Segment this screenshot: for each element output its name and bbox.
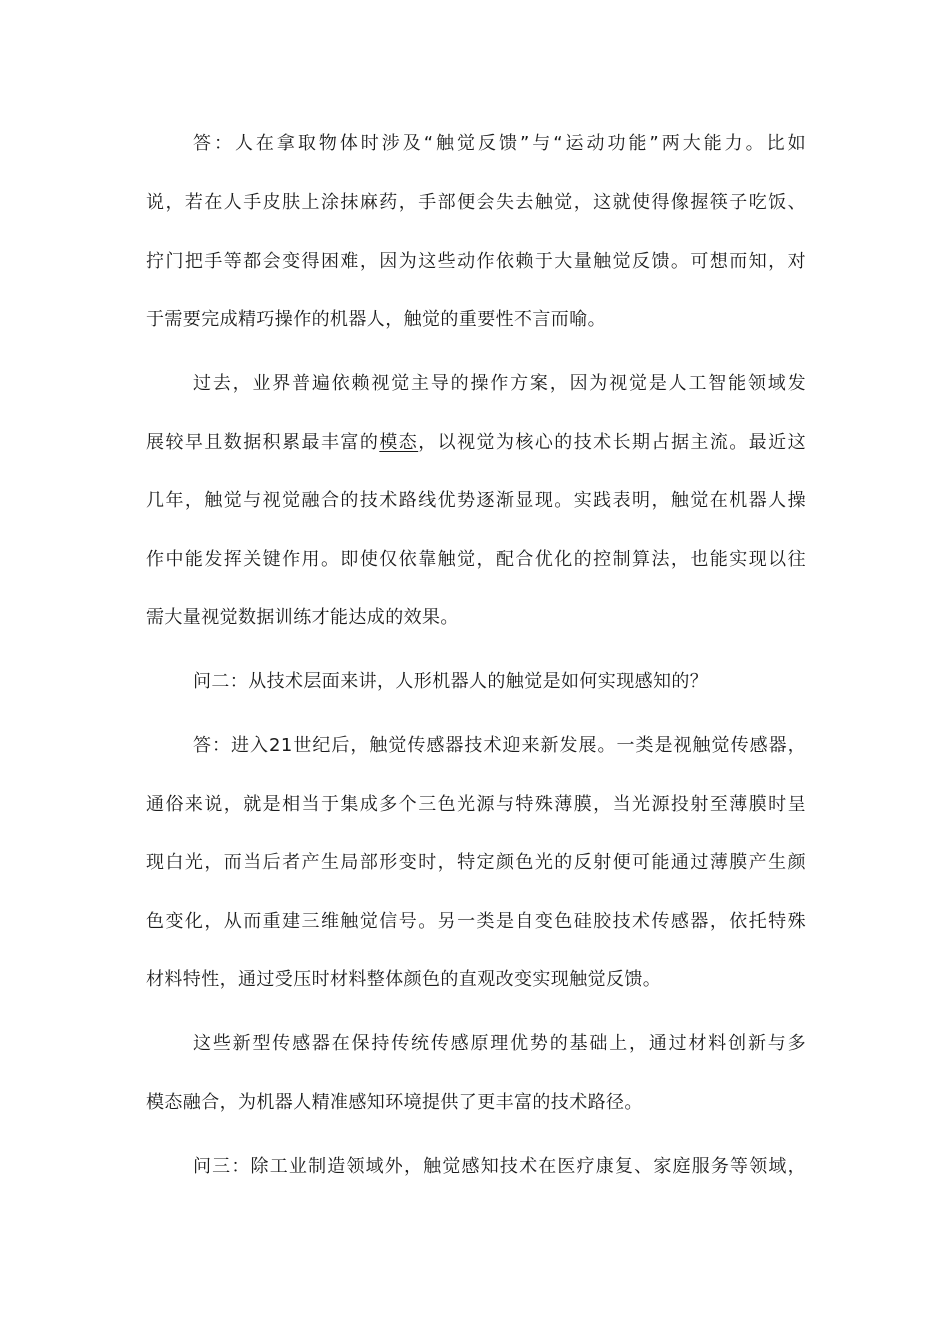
paragraph-line: 现白光，而当后者产生局部形变时，特定颜色光的反射便可能通过薄膜产生颜 xyxy=(146,852,806,873)
paragraph-line: 说，若在人手皮肤上涂抹麻药，手部便会失去触觉，这就使得像握筷子吃饭、 xyxy=(146,192,806,213)
paragraph-line: 答：进入21世纪后，触觉传感器技术迎来新发展。一类是视触觉传感器， xyxy=(193,735,806,756)
paragraph-line: 这些新型传感器在保持传统传感原理优势的基础上，通过材料创新与多 xyxy=(193,1033,806,1054)
text-segment: 展较早且数据积累最丰富的 xyxy=(146,432,380,453)
paragraph-line: 拧门把手等都会变得困难，因为这些动作依赖于大量触觉反馈。可想而知，对 xyxy=(146,251,806,272)
paragraph-line: 于需要完成精巧操作的机器人，触觉的重要性不言而喻。 xyxy=(146,309,606,330)
question-line: 问二：从技术层面来讲，人形机器人的触觉是如何实现感知的？ xyxy=(193,671,709,692)
paragraph-line: 几年，触觉与视觉融合的技术路线优势逐渐显现。实践表明，触觉在机器人操 xyxy=(146,490,806,511)
paragraph-line: 作中能发挥关键作用。即使仅依靠触觉，配合优化的控制算法，也能实现以往 xyxy=(146,549,806,570)
paragraph-line: 答：人在拿取物体时涉及“触觉反馈”与“运动功能”两大能力。比如 xyxy=(193,133,806,154)
paragraph-line xyxy=(146,432,806,454)
paragraph-line: 过去，业界普遍依赖视觉主导的操作方案，因为视觉是人工智能领域发 xyxy=(193,373,806,394)
underlined-term: 模态 xyxy=(379,432,419,453)
paragraph-line: 色变化，从而重建三维触觉信号。另一类是自变色硅胶技术传感器，依托特殊 xyxy=(146,911,806,932)
text-segment: ，以视觉为核心的技术长期占据主流。最近这 xyxy=(418,432,806,453)
paragraph-line: 材料特性，通过受压时材料整体颜色的直观改变实现触觉反馈。 xyxy=(146,969,662,990)
paragraph-line: 通俗来说，就是相当于集成多个三色光源与特殊薄膜，当光源投射至薄膜时呈 xyxy=(146,794,806,815)
paragraph-line: 模态融合，为机器人精准感知环境提供了更丰富的技术路径。 xyxy=(146,1092,643,1113)
question-line: 问三：除工业制造领域外，触觉感知技术在医疗康复、家庭服务等领域， xyxy=(193,1156,806,1177)
paragraph-line: 需大量视觉数据训练才能达成的效果。 xyxy=(146,607,459,628)
